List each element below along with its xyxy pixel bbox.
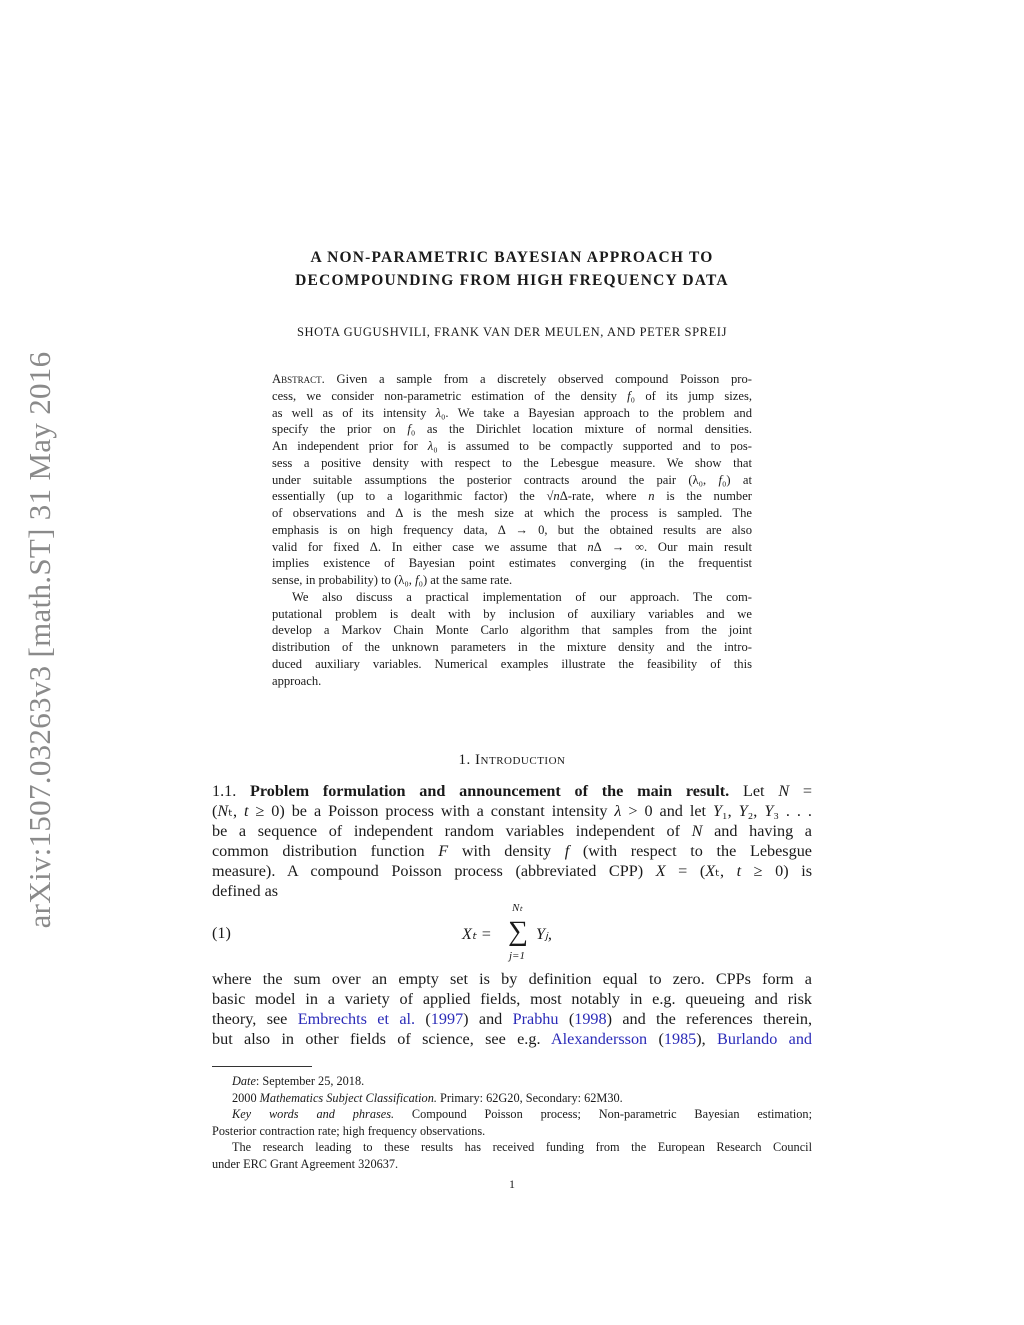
text-segment: Posterior contraction rate; high frequency observations. (212, 1123, 486, 1138)
text-segment: ( (647, 1030, 664, 1048)
text-line (212, 1139, 812, 1156)
text-segment: f (718, 472, 723, 487)
intro-paragraph-2 (212, 969, 812, 1049)
text-segment: N (691, 822, 703, 840)
text-segment: ) and the references therein, (606, 1010, 813, 1028)
text-line (212, 801, 812, 821)
text-segment: where the sum over an empty set is by definition equal to zero. CPPs form a (212, 970, 812, 988)
text-segment: Key words and phrases. (232, 1107, 395, 1121)
text-segment: N (778, 782, 790, 800)
text-line (212, 1156, 812, 1173)
text-segment: t (243, 802, 249, 820)
text-line (212, 989, 812, 1009)
text-segment: f (564, 842, 570, 860)
section-heading: 1. Introduction (458, 752, 566, 768)
text-segment: under suitable assumptions the posterior contracts around the pair (λ₀, (272, 472, 719, 487)
text-line (212, 1106, 812, 1123)
text-segment: ₃ . . . (773, 802, 812, 820)
text-line (272, 472, 752, 489)
text-line (272, 388, 752, 405)
text-segment: ₜ, (228, 802, 244, 820)
text-segment: X (655, 862, 666, 880)
text-segment: theory, see (212, 1010, 298, 1028)
text-segment: ₁, (721, 802, 739, 820)
equation-number: (1) (212, 924, 231, 942)
text-segment: F (438, 842, 449, 860)
text-segment: sess a positive density with respect to the Lebesgue measure. We show that (272, 455, 752, 470)
text-segment: f (627, 388, 631, 403)
text-segment: valid for fixed Δ. In either case we assume that (272, 539, 588, 554)
text-segment: common distribution function (212, 842, 439, 860)
text-line (212, 821, 812, 841)
text-line (272, 606, 752, 623)
footnote-rule (212, 1066, 312, 1067)
text-segment: under ERC Grant Agreement 320637. (212, 1156, 399, 1171)
equation-rhs: Yⱼ, (536, 925, 552, 943)
text-segment: Compound Poisson process; Non-parametric Bayesian estimation; (394, 1107, 812, 1121)
text-segment: as well as of its intensity (272, 405, 436, 420)
text-line (272, 421, 752, 438)
text-segment: develop a Markov Chain Monte Carlo algorithm that samples from the joint (272, 623, 752, 638)
text-segment: X (705, 862, 716, 880)
citation-link[interactable]: Prabhu (512, 1010, 559, 1028)
text-segment: Abstract. (272, 372, 325, 386)
text-line (272, 438, 752, 455)
text-segment: ( (212, 802, 218, 820)
text-line (212, 841, 812, 861)
text-segment: ₀ is assumed to be compactly supported and to pos- (433, 439, 752, 453)
text-segment: An independent prior for (272, 439, 428, 453)
text-line (272, 622, 752, 639)
text-line (272, 539, 752, 556)
text-segment: sense, in probability) to (λ₀, (272, 573, 416, 587)
text-line (212, 1009, 812, 1029)
footnotes (212, 1073, 812, 1172)
text-segment: but also in other fields of science, see e.g. (212, 1030, 551, 1048)
citation-link[interactable]: Burlando and (717, 1030, 813, 1048)
text-line (272, 522, 752, 539)
text-segment: Y (712, 802, 722, 820)
sum-upper-limit: Nₜ (512, 902, 523, 914)
citation-link[interactable]: 1997 (430, 1010, 464, 1028)
text-segment: ≥ 0) be a Poisson process with a constant intensity (248, 802, 615, 820)
text-segment: λ (427, 439, 434, 453)
citation-link[interactable]: Alexandersson (550, 1030, 648, 1048)
text-segment: ₀) at (722, 472, 752, 487)
text-segment: measure). A compound Poisson process (abbreviated CPP) (212, 862, 656, 880)
sum-symbol: ∑ (508, 916, 528, 947)
text-segment: emphasis is on high frequency data, Δ → 0, but the obtained results are also (272, 522, 752, 537)
text-segment: n (648, 489, 655, 504)
text-segment: ( (558, 1010, 575, 1028)
text-segment: 2000 (232, 1090, 260, 1105)
text-segment: > 0 and let (621, 802, 713, 820)
text-segment: ₜ, (715, 862, 737, 880)
sum-lower-limit: j=1 (509, 950, 525, 962)
text-line (272, 555, 752, 572)
text-segment: f (415, 573, 419, 587)
text-segment: cess, we consider non-parametric estimation of the density (272, 388, 628, 403)
text-segment: λ (614, 802, 622, 820)
text-segment: Date (232, 1074, 256, 1088)
text-line (272, 589, 752, 606)
text-segment: ₀ as the Dirichlet location mixture of normal densities. (410, 422, 753, 437)
page-number: 1 (509, 1177, 515, 1191)
text-segment: The research leading to these results has received funding from the European Research Council (232, 1140, 812, 1154)
arxiv-identifier-stamp: arXiv:1507.03263v3 [math.ST] 31 May 2016 (22, 351, 57, 929)
text-segment: ( (415, 1010, 431, 1028)
text-segment: ₀ of its jump sizes, (630, 388, 752, 403)
text-segment: = (789, 782, 813, 800)
text-segment: ) and (463, 1010, 513, 1028)
text-segment: Given a sample from a discretely observed compound Poisson pro- (324, 372, 752, 386)
text-segment: be a sequence of independent random variables independent of (212, 822, 692, 840)
text-line (212, 1073, 812, 1090)
text-segment: ≥ 0) is (741, 862, 812, 880)
text-segment: of observations and Δ is the mesh size at which the process is sampled. The (272, 506, 752, 520)
text-segment: Let (729, 782, 779, 800)
text-line (272, 656, 752, 673)
text-line (212, 1029, 812, 1049)
text-line (212, 861, 812, 881)
text-segment: ₂, (747, 802, 765, 820)
text-segment: defined as (212, 882, 279, 900)
text-segment: implies existence of Bayesian point estimates converging (in the frequentist (272, 556, 752, 571)
text-line (212, 881, 812, 901)
text-segment: duced auxiliary variables. Numerical examples illustrate the feasibility of this (272, 656, 752, 671)
text-segment: : September 25, 2018. (255, 1074, 365, 1088)
text-segment: λ (435, 405, 442, 420)
text-segment: N (217, 802, 229, 820)
text-segment: is the number (654, 489, 752, 504)
text-segment: Mathematics Subject Classification. (259, 1090, 437, 1105)
text-segment: Y (764, 802, 774, 820)
text-segment: Δ-rate, where (559, 489, 649, 504)
citation-link[interactable]: Embrechts et al. (297, 1010, 416, 1028)
text-line (272, 405, 752, 422)
text-line (272, 371, 752, 388)
text-segment: essentially (up to a logarithmic factor) the √ (272, 489, 554, 504)
text-segment: specify the prior on (272, 422, 408, 437)
text-line (272, 572, 752, 589)
text-segment: n (587, 539, 594, 554)
text-line (212, 1123, 812, 1140)
text-segment: and having a (702, 822, 812, 840)
paper-title-line-1: A NON-PARAMETRIC BAYESIAN APPROACH TO (310, 249, 714, 266)
text-segment: basic model in a variety of applied fields, most notably in e.g. queueing and risk (212, 990, 812, 1008)
text-segment: We also discuss a practical implementation of our approach. The com- (292, 589, 752, 604)
authors: SHOTA GUGUSHVILI, FRANK VAN DER MEULEN, AND PETER SPREIJ (296, 325, 728, 339)
text-line (212, 969, 812, 989)
text-segment: 1.1. (212, 782, 251, 800)
text-segment: n (553, 489, 560, 504)
text-segment: = ( (665, 862, 706, 880)
text-segment: Y (738, 802, 748, 820)
text-line (212, 1090, 812, 1107)
text-segment: distribution of the unknown parameters in the mixture density and the intro- (272, 640, 752, 654)
text-line (272, 488, 752, 505)
text-line (212, 781, 812, 801)
equation (462, 902, 592, 968)
citation-link[interactable]: 1998 (574, 1010, 607, 1028)
text-line (272, 673, 752, 690)
text-line (272, 455, 752, 472)
text-segment: t (736, 862, 742, 880)
text-segment: ₀. We take a Bayesian approach to the problem and (441, 405, 752, 420)
text-line (272, 639, 752, 656)
text-segment: Primary: 62G20, Secondary: 62M30. (436, 1090, 623, 1105)
intro-paragraph-1 (212, 781, 812, 901)
text-segment: ₀) at the same rate. (418, 573, 513, 587)
text-segment: Problem formulation and announcement of the main result. (250, 782, 730, 800)
text-segment: approach. (272, 673, 322, 688)
text-segment: ), (696, 1030, 718, 1048)
equation-lhs: Xₜ = (462, 925, 492, 943)
citation-link[interactable]: 1985 (663, 1030, 697, 1048)
text-segment: Δ → ∞. Our main result (593, 539, 752, 554)
text-line (272, 505, 752, 522)
paper-title-line-2: DECOMPOUNDING FROM HIGH FREQUENCY DATA (295, 272, 729, 289)
text-segment: f (407, 422, 411, 437)
text-segment: (with respect to the Lebesgue (569, 842, 812, 860)
text-segment: putational problem is dealt with by inclusion of auxiliary variables and we (272, 606, 752, 621)
text-segment: with density (448, 842, 565, 860)
abstract (272, 371, 752, 689)
